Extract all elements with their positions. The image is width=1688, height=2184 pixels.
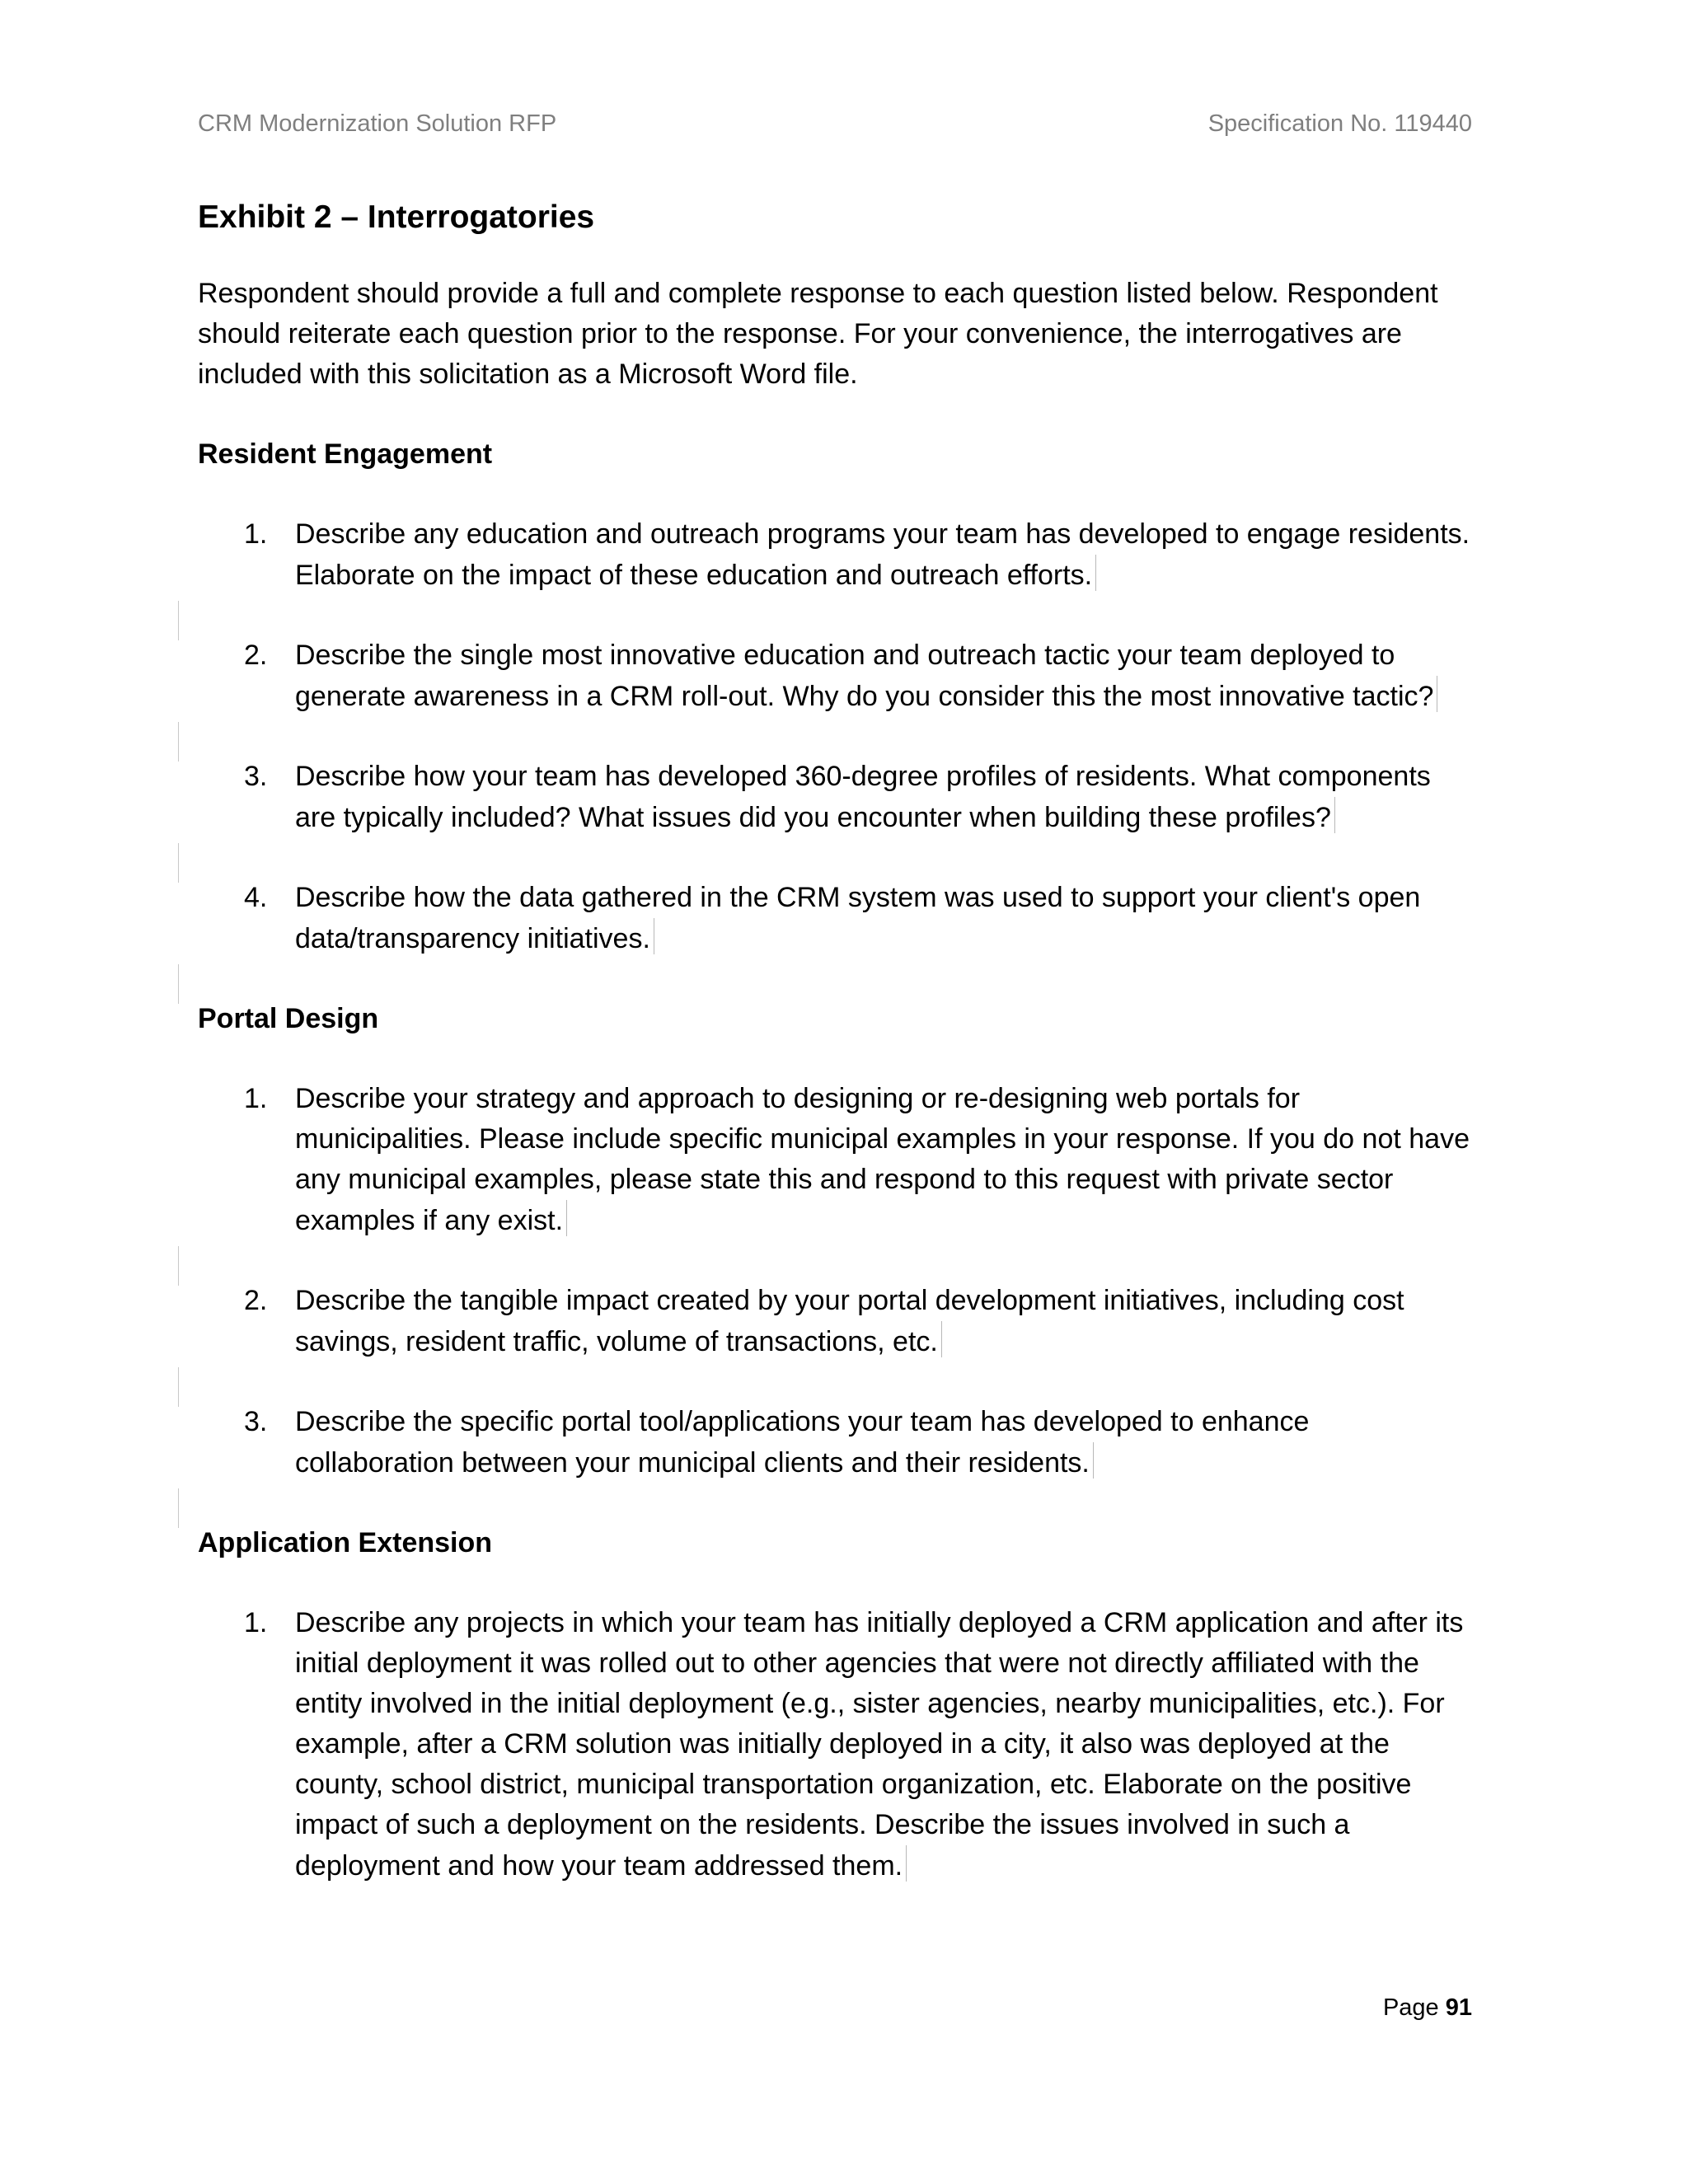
question-list-resident-engagement bbox=[198, 514, 1484, 959]
question-item bbox=[198, 635, 1475, 717]
text-cursor-mark bbox=[1334, 797, 1335, 833]
question-number: 3. bbox=[244, 1406, 268, 1437]
text-cursor-mark bbox=[906, 1845, 907, 1882]
page-number-label: Page bbox=[1382, 1994, 1446, 2021]
text-cursor-mark bbox=[1095, 555, 1096, 591]
paragraph-gutter-mark bbox=[178, 964, 179, 1004]
question-number: 3. bbox=[244, 761, 268, 792]
page-footer bbox=[1383, 1993, 1472, 2022]
question-item bbox=[198, 1402, 1475, 1483]
question-item bbox=[198, 514, 1475, 596]
page-title: Exhibit 2 – Interrogatories bbox=[198, 199, 595, 235]
question-number: 4. bbox=[244, 882, 268, 913]
question-list-application-extension bbox=[198, 1603, 1484, 1886]
paragraph-gutter-mark bbox=[178, 1367, 179, 1407]
section-heading-application-extension: Application Extension bbox=[198, 1527, 493, 1558]
section-heading-portal-design: Portal Design bbox=[198, 1003, 379, 1034]
page-number: 91 bbox=[1445, 1994, 1472, 2021]
question-item bbox=[198, 757, 1475, 838]
question-item bbox=[198, 1603, 1475, 1886]
text-cursor-mark bbox=[1093, 1442, 1094, 1479]
question-text: Describe how the data gathered in the CRM system was used to support your client's open data/transparency initiatives. bbox=[295, 882, 1421, 954]
text-cursor-mark bbox=[941, 1321, 942, 1357]
header-document-title: CRM Modernization Solution RFP bbox=[198, 110, 557, 137]
paragraph-gutter-mark bbox=[178, 722, 179, 762]
question-item bbox=[198, 878, 1475, 959]
question-number: 2. bbox=[244, 1285, 268, 1316]
question-number: 1. bbox=[244, 1083, 268, 1114]
question-number: 2. bbox=[244, 640, 268, 671]
question-text: Describe your strategy and approach to designing or re-designing web portals for municipalities. Please include specific municipal examples in your response. If you do not have any municipal examples, please state this and respond to this request with private sector examples if any exist. bbox=[295, 1083, 1470, 1236]
question-text: Describe the tangible impact created by your portal development initiatives, including cost savings, resident traffic, volume of transactions, etc. bbox=[295, 1285, 1404, 1357]
page-header bbox=[198, 109, 1472, 138]
question-text: Describe any projects in which your team has initially deployed a CRM application and after its initial deployment it was rolled out to other agencies that were not directly affiliated with the entity involved in the initial deployment (e.g., sister agencies, nearby municipalities, etc.). For example, after a CRM solution was initially deployed in a city, it also was deployed at the county, school district, municipal transportation organization, etc. Elaborate on the positive impact of such a deployment on the residents. Describe the issues involved in such a deployment and how your team addressed them. bbox=[295, 1607, 1464, 1882]
question-text: Describe the specific portal tool/applications your team has developed to enhance collaboration between your municipal clients and their residents. bbox=[295, 1406, 1310, 1479]
question-text: Describe how your team has developed 360-degree profiles of residents. What components are typically included? What issues did you encounter when building these profiles? bbox=[295, 761, 1431, 833]
paragraph-gutter-mark bbox=[178, 843, 179, 883]
question-item bbox=[198, 1281, 1475, 1362]
question-list-portal-design bbox=[198, 1079, 1484, 1483]
document-body bbox=[198, 198, 1484, 1926]
header-specification-number: Specification No. 119440 bbox=[1207, 110, 1472, 137]
question-item bbox=[198, 1079, 1475, 1241]
paragraph-gutter-mark bbox=[178, 1488, 179, 1528]
paragraph-gutter-mark bbox=[178, 601, 179, 640]
section-heading-resident-engagement: Resident Engagement bbox=[198, 438, 493, 470]
intro-paragraph: Respondent should provide a full and complete response to each question listed below. Respondent should reiterate each question prior to the response. For your convenience, the interrogatives are included with this solicitation as a Microsoft Word file. bbox=[198, 278, 1438, 390]
question-number: 1. bbox=[244, 1607, 268, 1638]
question-text: Describe the single most innovative education and outreach tactic your team deployed to generate awareness in a CRM roll-out. Why do you consider this the most innovative tactic? bbox=[295, 640, 1434, 712]
paragraph-gutter-mark bbox=[178, 1246, 179, 1286]
question-number: 1. bbox=[244, 518, 268, 550]
question-text: Describe any education and outreach programs your team has developed to engage residents. Elaborate on the impact of these education and outreach efforts. bbox=[295, 518, 1470, 591]
text-cursor-mark bbox=[566, 1200, 567, 1236]
